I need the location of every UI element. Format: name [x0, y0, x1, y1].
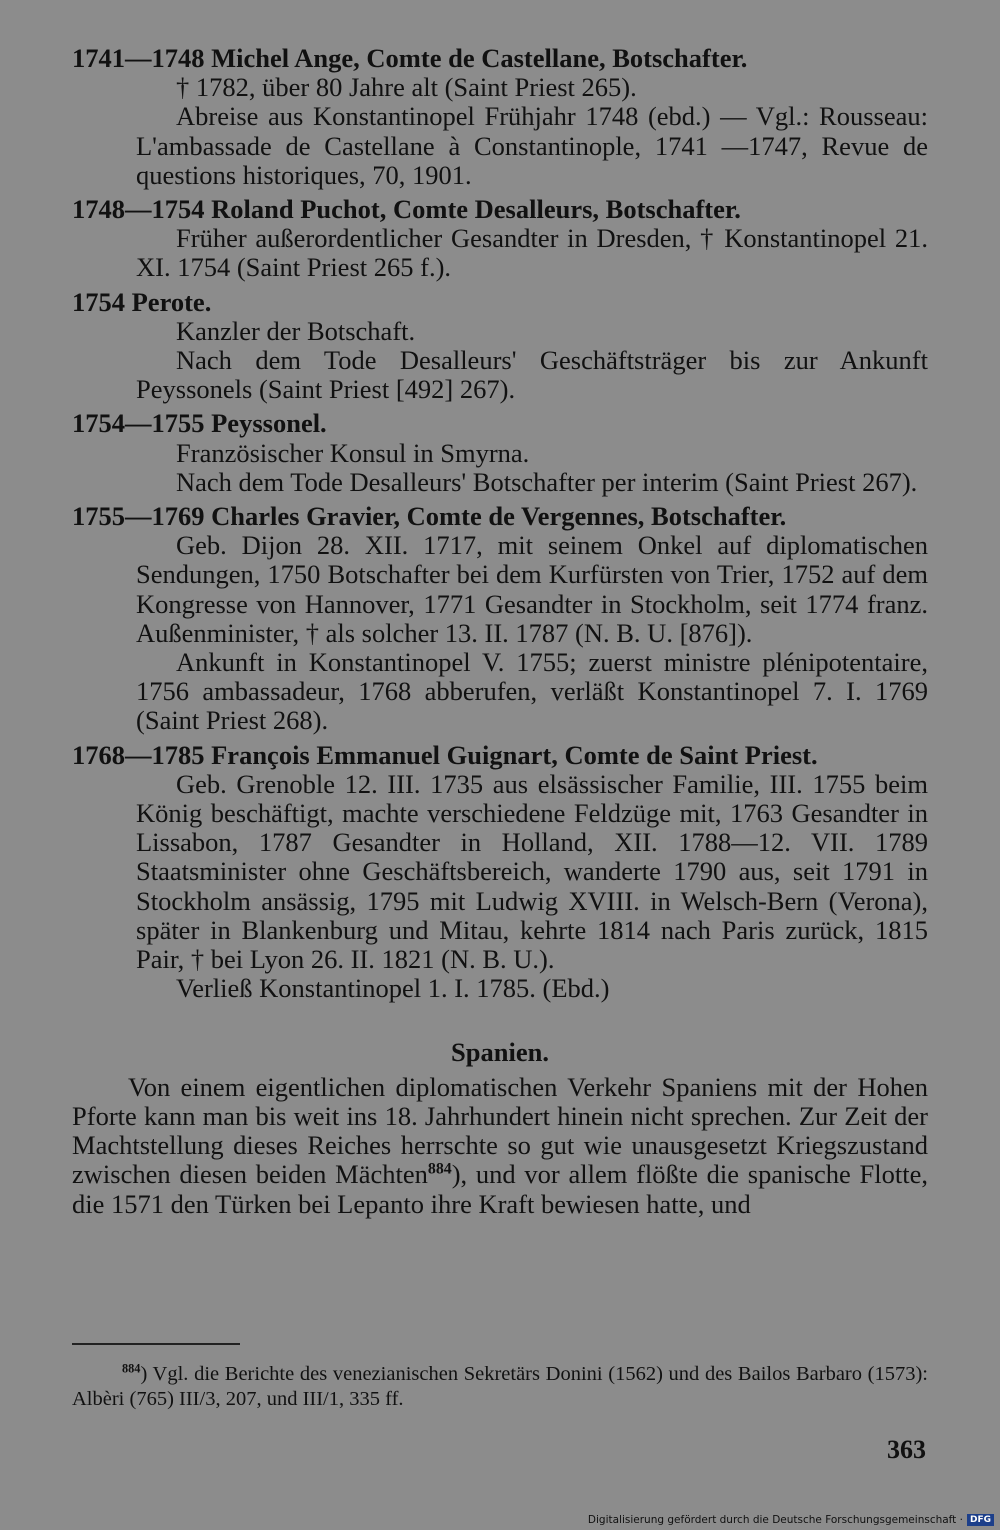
footnote-mark: 884	[122, 1361, 141, 1376]
entry-years: 1754	[72, 286, 125, 317]
entry-line: Nach dem Tode Desalleurs' Botschafter per interim (Saint Priest 267).	[176, 466, 918, 497]
entry-name: Perote.	[131, 286, 212, 317]
credit-text: Digitalisierung gefördert durch die Deutsche Forschungsgemeinschaft ·	[587, 1514, 963, 1526]
entry-years: 1768—1785	[72, 739, 205, 770]
paragraph-text: Von einem eigentlichen diplomatischen Verkehr Spaniens mit der Hohen Pforte kann man bis weit ins 18. Jahrhundert hinein nicht sprechen. Zur Zeit der Machtstellung dieses Reiches herrschte so gut wie unausgesetzt Kriegszustand zwischen diesen beiden Mächten	[72, 1071, 928, 1190]
entry-name: Michel Ange, Comte de Castellane, Botschafter.	[211, 43, 748, 73]
entry-line: Französischer Konsul in Smyrna.	[176, 437, 530, 468]
entry-heading	[72, 409, 928, 438]
entry-name: François Emmanuel Guignart, Comte de Saint Priest.	[211, 739, 818, 770]
entry-name: Roland Puchot, Comte Desalleurs, Botschafter.	[211, 194, 741, 225]
footnote	[72, 1362, 928, 1412]
entry-line: † 1782, über 80 Jahre alt (Saint Priest 265).	[176, 72, 637, 103]
digitization-credit	[588, 1514, 994, 1526]
entry-heading	[72, 502, 928, 531]
entry-line: Geb. Dijon 28. XII. 1717, mit seinem Onkel auf diplomatischen Sendungen, 1750 Botschafter bei dem Kurfürsten von Trier, 1752 auf dem Kongresse von Hannover, 1771 Gesandter in Stockholm, seit 1774 franz. Außenminister, † als solcher 13. II. 1787 (N. B. U. [876]).	[136, 530, 928, 648]
entry-years: 1748—1754	[72, 194, 205, 225]
paragraph-text: ), und vor allem flößte die spanische Flotte, die 1571 den Türken bei Lepanto ihre Kraft bewiesen hatte, und	[72, 1159, 928, 1219]
page-number: 363	[887, 1435, 926, 1464]
section-paragraph	[72, 1073, 928, 1219]
entry-years: 1754—1755	[72, 408, 205, 439]
entry-name: Peyssonel.	[211, 408, 327, 439]
entry-name: Charles Gravier, Comte de Vergennes, Botschafter.	[211, 501, 787, 532]
entry-vergennes	[72, 502, 928, 736]
dfg-logo-icon: DFG	[967, 1514, 994, 1526]
entry-line: Nach dem Tode Desalleurs' Geschäftsträger bis zur Ankunft Peyssonels (Saint Priest [492] 267).	[136, 345, 928, 405]
entry-heading	[72, 44, 928, 73]
entry-line: Abreise aus Konstantinopel Frühjahr 1748 (ebd.) — Vgl.: Rousseau: L'ambassade de Castellane à Constantinople, 1741 —1747, Revue de questions historiques, 70, 1901.	[136, 101, 928, 190]
entry-saint-priest	[72, 741, 928, 1004]
entry-line: Geb. Grenoble 12. III. 1735 aus elsässischer Familie, III. 1755 beim König beschäftigt, machte verschiedene Feldzüge mit, 1763 Gesandter in Lissabon, 1787 Gesandter in Holland, XII. 1788—12. VII. 1789 Staatsminister ohne Geschäftsbereich, wanderte 1790 aus, seit 1791 in Stockholm ansässig, 1795 mit Ludwig XVIII. in Welsch-Bern (Verona), später in Blankenburg und Mitau, kehrte 1814 nach Paris zurück, 1815 Pair, † bei Lyon 26. II. 1821 (N. B. U.).	[136, 768, 928, 975]
footnote-rule	[72, 1343, 240, 1345]
entry-line: Kanzler der Botschaft.	[176, 315, 416, 346]
section-title: Spanien.	[451, 1036, 549, 1067]
entry-line: Verließ Konstantinopel 1. I. 1785. (Ebd.)	[176, 973, 610, 1004]
entry-heading	[72, 195, 928, 224]
entry-years: 1755—1769	[72, 501, 205, 532]
entry-perote	[72, 288, 928, 405]
entry-desalleurs	[72, 195, 928, 283]
entry-castellane	[72, 44, 928, 190]
page-body	[72, 44, 928, 1219]
footnote-ref[interactable]: 884	[427, 1160, 452, 1178]
entry-heading	[72, 288, 928, 317]
entry-heading	[72, 741, 928, 770]
entry-line: Früher außerordentlicher Gesandter in Dresden, † Konstantinopel 21. XI. 1754 (Saint Priest 265 f.).	[136, 223, 928, 283]
footnote-body: ) Vgl. die Berichte des venezianischen Sekretärs Donini (1562) und des Bailos Barbaro (1573): Albèri (765) III/3, 207, und III/1, 335 ff.	[72, 1363, 928, 1410]
footnote-text	[72, 1362, 928, 1412]
entry-peyssonel	[72, 409, 928, 497]
entry-years: 1741—1748	[72, 43, 205, 73]
entry-line: Ankunft in Konstantinopel V. 1755; zuerst ministre plénipotentaire, 1756 ambassadeur, 1768 abberufen, verläßt Konstantinopel 7. I. 1769 (Saint Priest 268).	[136, 647, 928, 736]
